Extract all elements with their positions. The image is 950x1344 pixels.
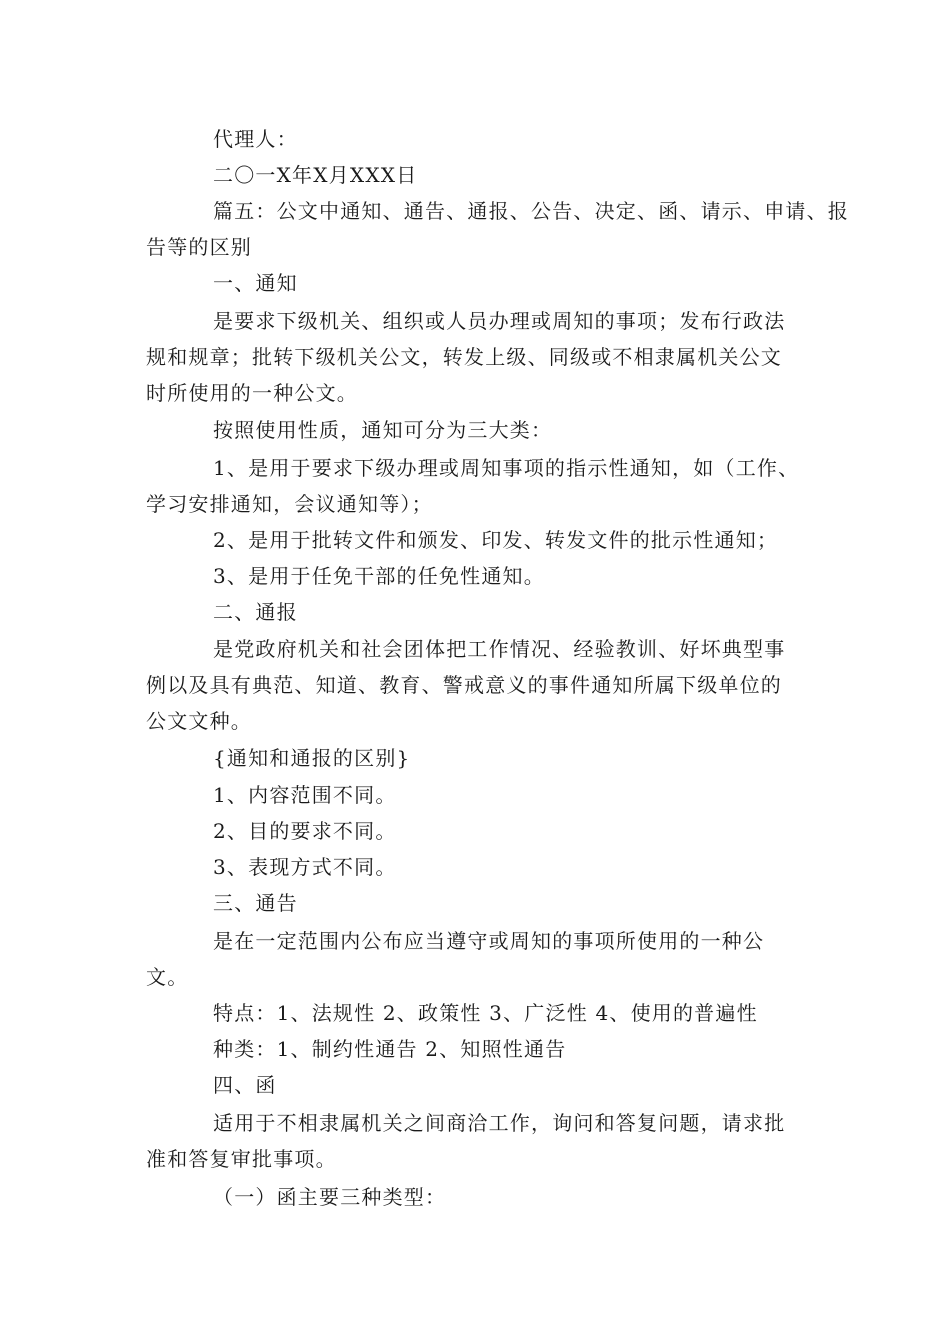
text-line: 准和答复审批事项。 [146, 1147, 337, 1171]
list-item: 1、是用于要求下级办理或周知事项的指示性通知，如（工作、 [213, 456, 800, 480]
subheading: （一）函主要三种类型： [213, 1185, 447, 1209]
section-heading: 篇五：公文中通知、通告、通报、公告、决定、函、请示、申请、报 [213, 199, 849, 223]
text-line: 代理人： [213, 127, 298, 151]
text-line: 适用于不相隶属机关之间商洽工作，询问和答复问题，请求批 [213, 1111, 786, 1135]
list-item: 3、表现方式不同。 [213, 855, 397, 879]
text-line: 是要求下级机关、组织或人员办理或周知的事项；发布行政法 [213, 309, 786, 333]
text-line: 规和规章；批转下级机关公文，转发上级、同级或不相隶属机关公文 [146, 345, 782, 369]
subheading: {通知和通报的区别} [213, 746, 411, 770]
text-line: 时所使用的一种公文。 [146, 381, 358, 405]
list-item: 2、目的要求不同。 [213, 819, 397, 843]
text-line: 种类：1、制约性通告 2、知照性通告 [213, 1037, 567, 1061]
list-item: 1、内容范围不同。 [213, 783, 397, 807]
text-line: 是党政府机关和社会团体把工作情况、经验教训、好坏典型事 [213, 637, 786, 661]
section-heading: 三、通告 [213, 891, 298, 915]
text-line: 告等的区别 [146, 235, 252, 259]
list-item: 2、是用于批转文件和颁发、印发、转发文件的批示性通知； [213, 528, 779, 552]
text-line: 文。 [146, 965, 189, 989]
section-heading: 四、函 [213, 1073, 277, 1097]
text-line: 按照使用性质，通知可分为三大类： [213, 418, 553, 442]
text-line: 是在一定范围内公布应当遵守或周知的事项所使用的一种公 [213, 929, 765, 953]
list-item: 3、是用于任免干部的任免性通知。 [213, 564, 545, 588]
text-line: 特点：1、法规性 2、政策性 3、广泛性 4、使用的普遍性 [213, 1001, 758, 1025]
text-line: 二〇一X年X月XXX日 [213, 163, 418, 187]
text-line: 学习安排通知，会议通知等）； [146, 492, 433, 516]
section-heading: 二、通报 [213, 600, 298, 624]
section-heading: 一、通知 [213, 271, 298, 295]
text-line: 例以及具有典范、知道、教育、警戒意义的事件通知所属下级单位的 [146, 673, 782, 697]
text-line: 公文文种。 [146, 709, 252, 733]
